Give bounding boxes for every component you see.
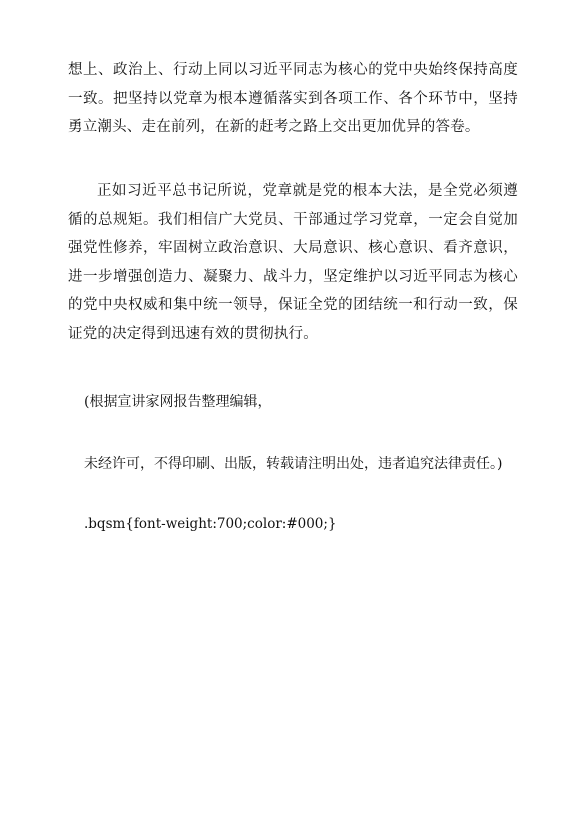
copyright-note: 未经许可，不得印刷、出版，转载请注明出处，违者追究法律责任。) — [84, 456, 503, 472]
body-paragraph-2: 正如习近平总书记所说，党章就是党的根本大法，是全党必须遵循的总规矩。我们相信广大党员、干部通过学习党章，一定会自觉加强党性修养，牢固树立政治意识、大局意识、核心意识、看齐意识，进一步增强创造力、凝聚力、战斗力，坚定维护以习近平同志为核心的党中央权威和集中统一领导，保证全党的团结统一和行动一致，保证党的决定得到迅速有效的贯彻执行。 — [68, 183, 518, 342]
stray-css-text: .bqsm{font-weight:700;color:#000;} — [84, 516, 337, 532]
source-note: (根据宣讲家网报告整理编辑， — [84, 394, 272, 410]
body-paragraph-1: 想上、政治上、行动上同以习近平同志为核心的党中央始终保持高度一致。把坚持以党章为根本遵循落实到各项工作、各个环节中，坚持勇立潮头、走在前列，在新的赶考之路上交出更加优异的答卷。 — [68, 62, 518, 135]
